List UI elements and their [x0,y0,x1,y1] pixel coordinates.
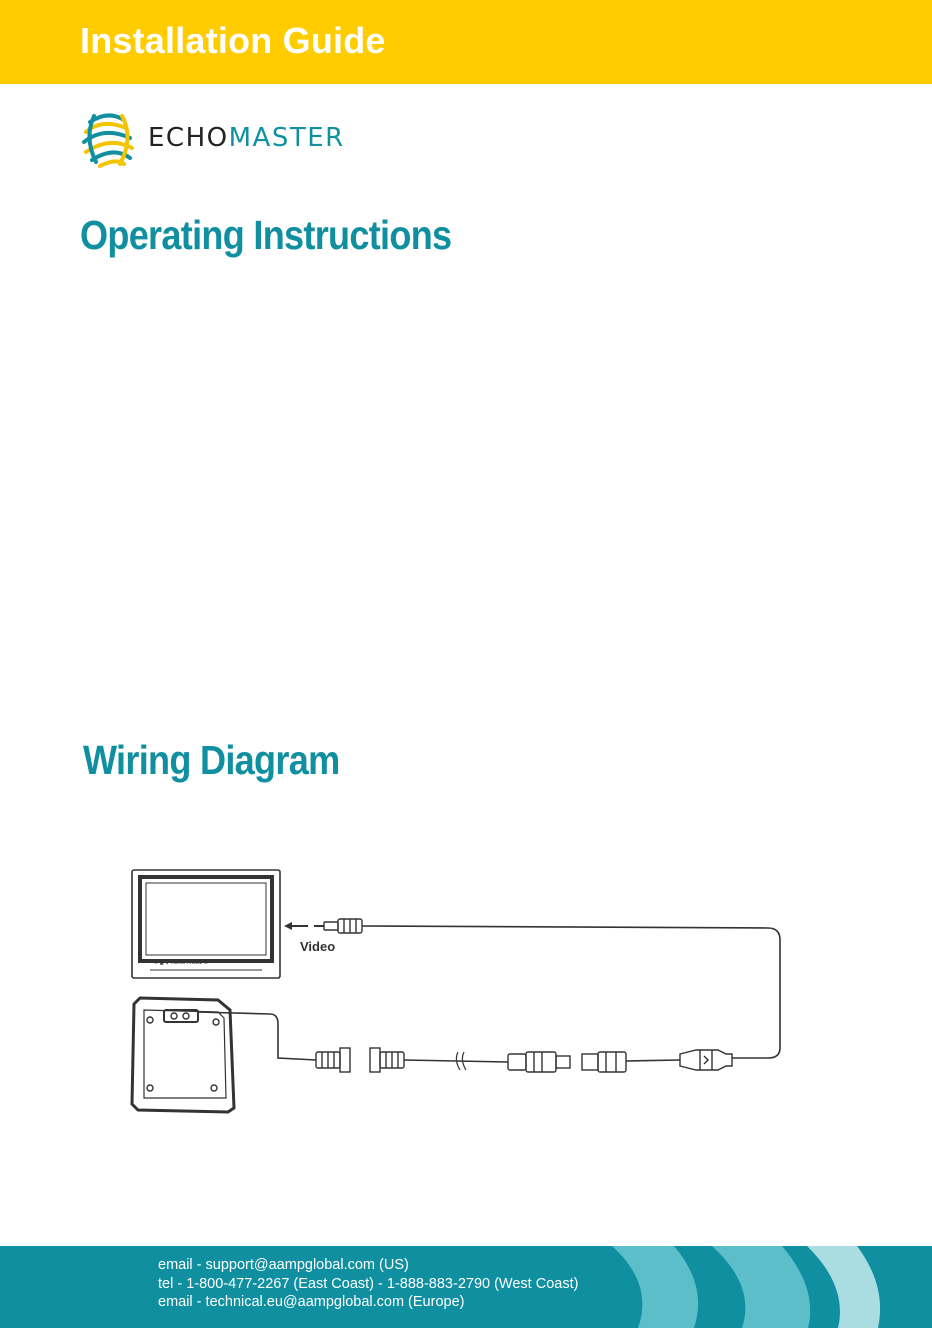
footer-email-us: email - support@aampglobal.com (US) [158,1257,409,1273]
wiring-diagram [120,860,800,1130]
svg-text:≡ ▲ ▼ MENU MODE ⏻: ≡ ▲ ▼ MENU MODE ⏻ [154,960,208,966]
operating-instructions-heading: Operating Instructions [80,212,452,258]
logo-text-master: MASTER [228,123,345,153]
echomaster-wordmark [148,123,345,153]
echomaster-logo [80,108,400,170]
video-label: Video [300,939,336,954]
multi-pin-connector-icon [316,1048,404,1072]
footer-contact [158,1256,578,1312]
footer-decor-shape [602,1246,932,1328]
logo-text-echo: ECHO [148,123,229,153]
wiring-diagram-heading: Wiring Diagram [83,737,340,783]
monitor-icon [132,870,280,978]
extension-connector-icon [508,1050,732,1072]
footer-email-europe: email - technical.eu@aampglobal.com (Europe) [158,1294,465,1310]
rca-connector-icon [314,919,362,933]
footer-phone: tel - 1-800-477-2267 (East Coast) - 1-888-883-2790 (West Coast) [158,1275,579,1292]
license-plate-camera-icon [132,998,234,1112]
header-title: Installation Guide [80,20,386,61]
footer-band [0,1246,932,1328]
header-band [0,0,932,84]
echomaster-logo-mark-icon [80,108,136,170]
